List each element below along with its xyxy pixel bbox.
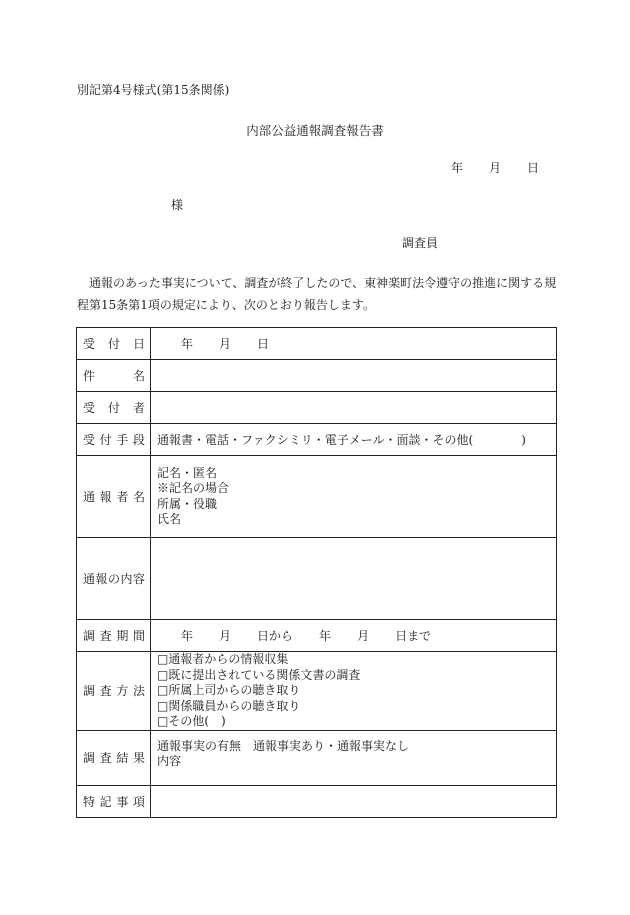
addressee-suffix: 様 xyxy=(171,198,184,212)
label-char: 事 xyxy=(116,794,129,809)
document-title: 内部公益通報調査報告書 xyxy=(246,123,384,138)
period-day-to: 日まで xyxy=(395,629,432,643)
label-char: 記 xyxy=(99,794,112,809)
label-char: 法 xyxy=(132,684,145,699)
label-char: 期 xyxy=(116,629,129,643)
period-year-from: 年 xyxy=(181,629,194,643)
date-year: 年 xyxy=(451,161,464,175)
label-char: 項 xyxy=(132,794,145,809)
label-char: 報 xyxy=(95,572,108,586)
date-month: 月 xyxy=(489,161,502,175)
label-char: 名 xyxy=(132,490,145,504)
receipt-year: 年 xyxy=(181,337,194,351)
label-char: 内 xyxy=(120,572,133,586)
label-method xyxy=(77,652,151,731)
intro-text: 通報のあった事実について、調査が終了したので、東神楽町法令遵守の推進に関する規程第15条第1項の規定により、次のとおり報告します。 xyxy=(77,276,557,312)
value-notes xyxy=(151,785,557,817)
period-year-to: 年 xyxy=(319,629,332,643)
row-result xyxy=(77,730,557,785)
value-content xyxy=(151,538,557,620)
period-day-from: 日から xyxy=(257,629,294,643)
value-method xyxy=(151,652,557,731)
value-result xyxy=(151,730,557,785)
label-char: 調 xyxy=(83,684,96,699)
label-char: 調 xyxy=(83,751,96,765)
label-char: 受 xyxy=(83,401,96,415)
label-result xyxy=(77,730,151,785)
label-char: 段 xyxy=(132,433,145,447)
label-text xyxy=(83,399,145,416)
period-month-from: 月 xyxy=(219,629,232,643)
row-receipt-date xyxy=(77,328,557,360)
label-text xyxy=(83,749,145,766)
value-receipt-method: 通報書・電話・ファクシミリ・電子メール・面談・その他( ) xyxy=(151,424,557,456)
label-char: 日 xyxy=(132,337,145,351)
label-char: 報 xyxy=(99,490,112,504)
report-table xyxy=(76,327,557,818)
value-subject xyxy=(151,360,557,392)
label-receipt-date xyxy=(77,328,151,360)
investigator-label: 調査員 xyxy=(402,236,439,250)
value-receiver xyxy=(151,392,557,424)
intro-paragraph xyxy=(77,272,557,316)
label-char: 受 xyxy=(83,433,96,447)
row-reporter xyxy=(77,456,557,538)
value-period xyxy=(151,620,557,652)
row-receiver xyxy=(77,392,557,424)
label-char: の xyxy=(107,572,120,586)
row-receipt-method xyxy=(77,424,557,456)
label-char: 方 xyxy=(116,684,129,699)
label-char: 間 xyxy=(132,629,145,643)
label-char: 通 xyxy=(83,490,96,504)
label-subject xyxy=(77,360,151,392)
label-char: 通 xyxy=(83,572,96,586)
date-day: 日 xyxy=(527,161,540,175)
method-option[interactable]: □所属上司からの聴き取り xyxy=(157,683,301,697)
label-char: 査 xyxy=(99,751,112,765)
label-char: 査 xyxy=(99,684,112,699)
form-number: 別記第4号様式(第15条関係) xyxy=(77,83,230,97)
label-text xyxy=(83,488,145,505)
label-char: 付 xyxy=(99,433,112,447)
label-text xyxy=(83,793,145,810)
label-text xyxy=(83,627,145,644)
receipt-day: 日 xyxy=(257,337,270,351)
value-receipt-date xyxy=(151,328,557,360)
label-char: 者 xyxy=(132,401,145,415)
receipt-month: 月 xyxy=(219,337,232,351)
label-char: 受 xyxy=(83,337,96,351)
result-line: 内容 xyxy=(157,754,182,768)
label-char: 件 xyxy=(83,369,96,383)
label-char: 査 xyxy=(99,629,112,643)
report-date xyxy=(451,162,539,174)
row-subject xyxy=(77,360,557,392)
label-receipt-method xyxy=(77,424,151,456)
method-option[interactable]: □通報者からの情報収集 xyxy=(157,652,289,666)
row-method xyxy=(77,652,557,731)
reporter-line: ※記名の場合 xyxy=(157,481,230,495)
row-content xyxy=(77,538,557,620)
label-char: 付 xyxy=(107,401,120,415)
label-text xyxy=(83,570,145,587)
label-char: 果 xyxy=(132,751,145,765)
label-char: 者 xyxy=(116,490,129,504)
label-text xyxy=(83,367,145,384)
label-char: 容 xyxy=(132,572,145,586)
label-receiver xyxy=(77,392,151,424)
label-reporter xyxy=(77,456,151,538)
label-char: 名 xyxy=(132,369,145,383)
method-option[interactable]: □既に提出されている関係文書の調査 xyxy=(157,667,361,682)
label-period xyxy=(77,620,151,652)
result-line: 通報事実の有無 通報事実あり・通報事実なし xyxy=(157,738,410,753)
reporter-line: 記名・匿名 xyxy=(157,465,218,480)
label-char: 手 xyxy=(116,433,129,447)
label-text xyxy=(83,431,145,448)
row-notes xyxy=(77,785,557,817)
method-option[interactable]: □その他( ) xyxy=(157,714,226,728)
reporter-line: 氏名 xyxy=(157,512,182,526)
reporter-line: 所属・役職 xyxy=(157,496,218,511)
label-char: 付 xyxy=(107,337,120,351)
label-char: 特 xyxy=(83,794,96,809)
label-char: 調 xyxy=(83,629,96,643)
label-text xyxy=(83,682,145,699)
value-reporter xyxy=(151,456,557,538)
label-content xyxy=(77,538,151,620)
period-month-to: 月 xyxy=(357,629,370,643)
label-char: 結 xyxy=(116,751,129,765)
label-text xyxy=(83,335,145,352)
row-period xyxy=(77,620,557,652)
method-option[interactable]: □関係職員からの聴き取り xyxy=(157,698,301,713)
label-notes xyxy=(77,785,151,817)
